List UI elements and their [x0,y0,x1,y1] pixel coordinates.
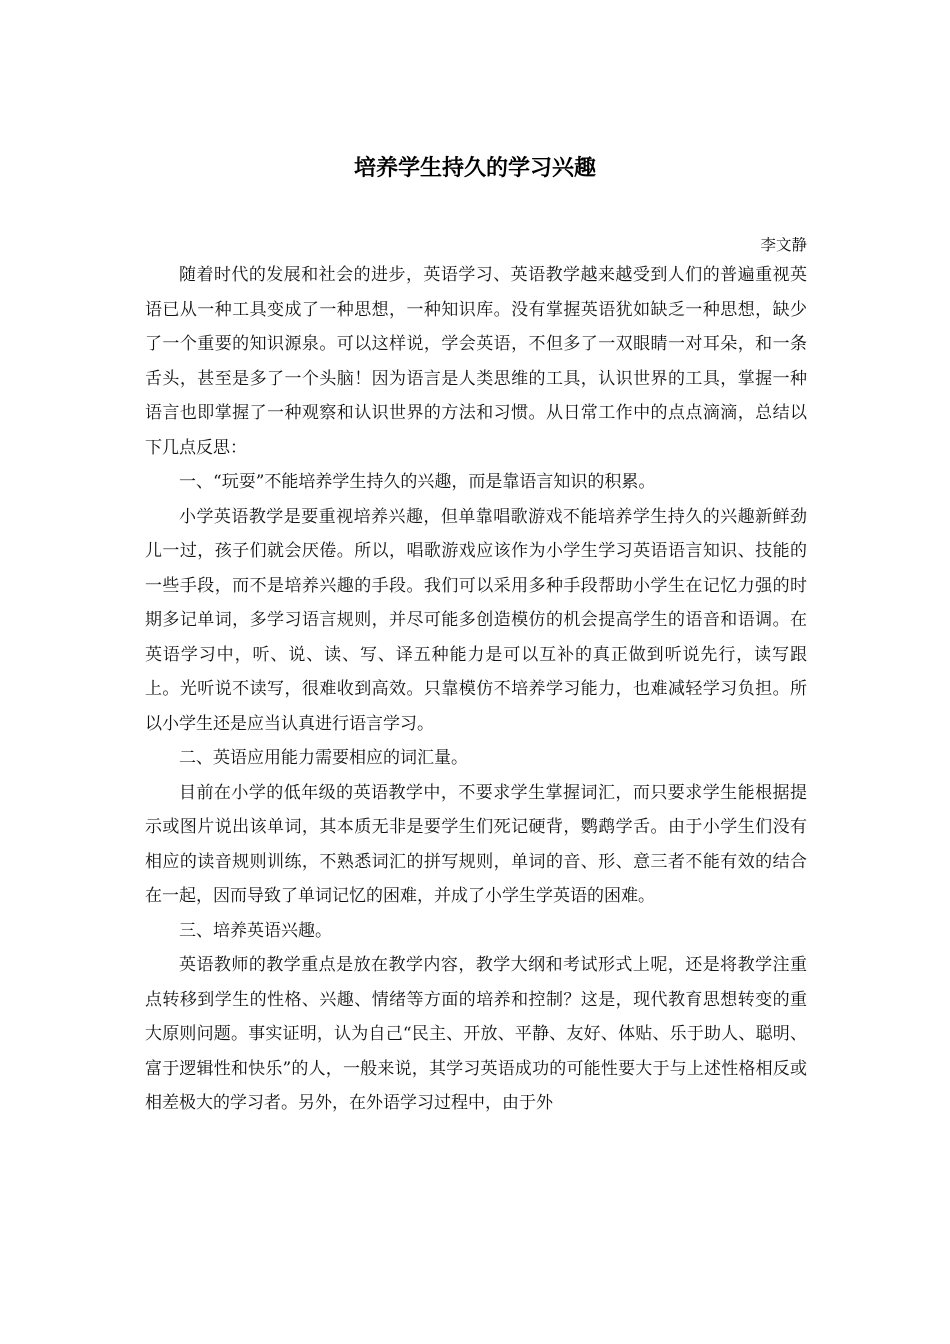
author-name: 李文静 [760,236,807,254]
paragraph-intro: 随着时代的发展和社会的进步，英语学习、英语教学越来越受到人们的普遍重视英语已从一种工具变成了一种思想，一种知识库。没有掌握英语犹如缺乏一种思想，缺少了一个重要的知识源泉。可以这样说，学会英语，不但多了一双眼睛一对耳朵，和一条舌头，甚至是多了一个头脑！因为语言是人类思维的工具，认识世界的工具，掌握一种语言也即掌握了一种观察和认识世界的方法和习惯。从日常工作中的点点滴滴，总结以下几点反思： [145,265,807,458]
document-body [145,258,807,1121]
paragraph-section-3: 英语教师的教学重点是放在教学内容，教学大纲和考试形式上呢，还是将教学注重点转移到学生的性格、兴趣、情绪等方面的培养和控制？这是，现代教育思想转变的重大原则问题。事实证明，认为自己“民主、开放、平静、友好、体贴、乐于助人、聪明、富于逻辑性和快乐”的人，一般来说，其学习英语成功的可能性要大于与上述性格相反或相差极大的学习者。另外，在外语学习过程中，由于外 [145,955,807,1113]
section-heading-3: 三、培养英语兴趣。 [179,920,332,941]
section-heading-1: 一、“玩耍”不能培养学生持久的兴趣，而是靠语言知识的积累。 [179,472,656,492]
paragraph-section-2: 目前在小学的低年级的英语教学中，不要求学生掌握词汇，而只要求学生能根据提示或图片说出该单词，其本质无非是要学生们死记硬背，鹦鹉学舌。由于小学生们没有相应的读音规则训练，不熟悉词汇的拼写规则，单词的音、形、意三者不能有效的结合在一起，因而导致了单词记忆的困难，并成了小学生学英语的困难。 [145,782,807,906]
document-title: 培养学生持久的学习兴趣 [353,156,596,181]
section-heading-2: 二、英语应用能力需要相应的词汇量。 [179,748,468,768]
paragraph-section-1: 小学英语教学是要重视培养兴趣，但单靠唱歌游戏不能培养学生持久的兴趣新鲜劲儿一过，孩子们就会厌倦。所以，唱歌游戏应该作为小学生学习英语语言知识、技能的一些手段，而不是培养兴趣的手段。我们可以采用多种手段帮助小学生在记忆力强的时期多记单词，多学习语言规则，并尽可能多创造模仿的机会提高学生的语音和语调。在英语学习中，听、说、读、写、译五种能力是可以互补的真正做到听说先行，读写跟上。光听说不读写，很难收到高效。只靠模仿不培养学习能力，也难减轻学习负担。所以小学生还是应当认真进行语言学习。 [145,506,807,734]
